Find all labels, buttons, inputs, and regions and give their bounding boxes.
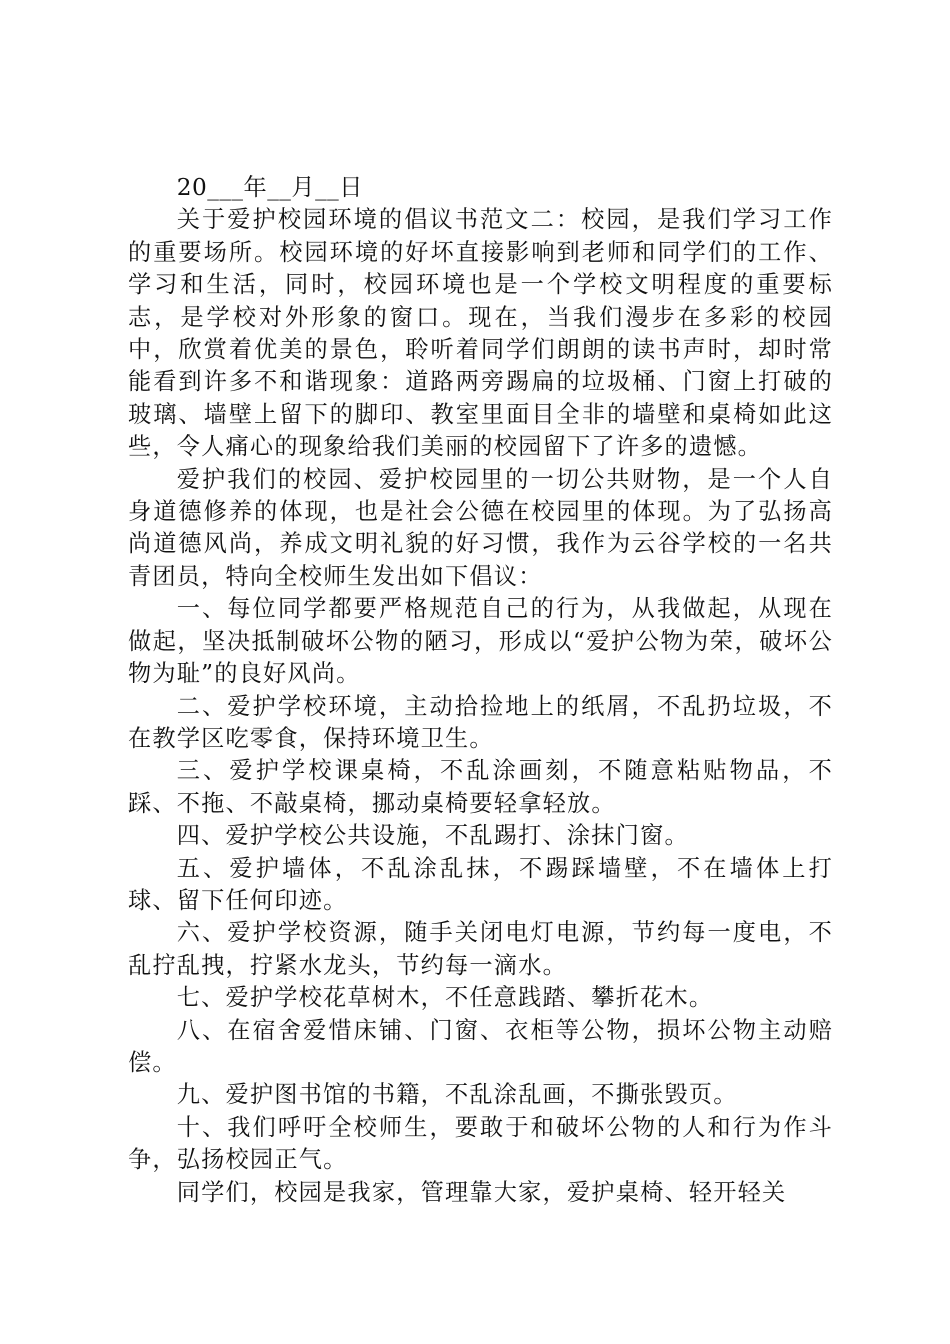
list-item-7: 七、爱护学校花草树木，不任意践踏、攀折花木。 [176,984,714,1012]
list-item-9: 九、爱护图书馆的书籍，不乱涂乱画，不撕张毁页。 [176,1081,738,1109]
document-body [128,172,833,1209]
list-item-8: 八、在宿舍爱惜床铺、门窗、衣柜等公物，损坏公物主动赔偿。 [128,1016,833,1076]
paragraph-proposal: 爱护我们的校园、爱护校园里的一切公共财物，是一个人自身道德修养的体现，也是社会公德在校园里的体现。为了弘扬高尚道德风尚，养成文明礼貌的好习惯，我作为云谷学校的一名共青团员，特向全校师生发出如下倡议： [128,465,833,590]
paragraph-intro: 关于爱护校园环境的倡议书范文二：校园，是我们学习工作的重要场所。校园环境的好坏直接影响到老师和同学们的工作、学习和生活，同时，校园环境也是一个学校文明程度的重要标志，是学校对外形象的窗口。现在，当我们漫步在多彩的校园中，欣赏着优美的景色，聆听着同学们朗朗的读书声时，却时常能看到许多不和谐现象：道路两旁踢扁的垃圾桶、门窗上打破的玻璃、墙壁上留下的脚印、教室里面目全非的墙壁和桌椅如此这些，令人痛心的现象给我们美丽的校园留下了许多的遗憾。 [128,206,833,461]
list-item-6: 六、爱护学校资源，随手关闭电灯电源，节约每一度电，不乱拧乱拽，拧紧水龙头，节约每一滴水。 [128,919,833,979]
list-item-4: 四、爱护学校公共设施，不乱踢打、涂抹门窗。 [176,822,689,850]
paragraph-closing: 同学们，校园是我家，管理靠大家，爱护桌椅、轻开轻关 [176,1178,787,1206]
list-item-3: 三、爱护学校课桌椅，不乱涂画刻，不随意粘贴物品，不踩、不拖、不敲桌椅，挪动桌椅要轻拿轻放。 [128,757,833,817]
list-item-5: 五、爱护墙体，不乱涂乱抹，不踢踩墙壁，不在墙体上打球、留下任何印迹。 [128,854,833,914]
date-line: 20___年__月__日 [176,174,363,201]
list-item-1: 一、每位同学都要严格规范自己的行为，从我做起，从现在做起，坚决抵制破坏公物的陋习，形成以“爱护公物为荣，破坏公物为耻”的良好风尚。 [128,595,833,688]
list-item-10: 十、我们呼吁全校师生，要敢于和破坏公物的人和行为作斗争，弘扬校园正气。 [128,1113,833,1174]
list-item-2: 二、爱护学校环境，主动拾捡地上的纸屑，不乱扔垃圾，不在教学区吃零食，保持环境卫生。 [128,692,833,752]
